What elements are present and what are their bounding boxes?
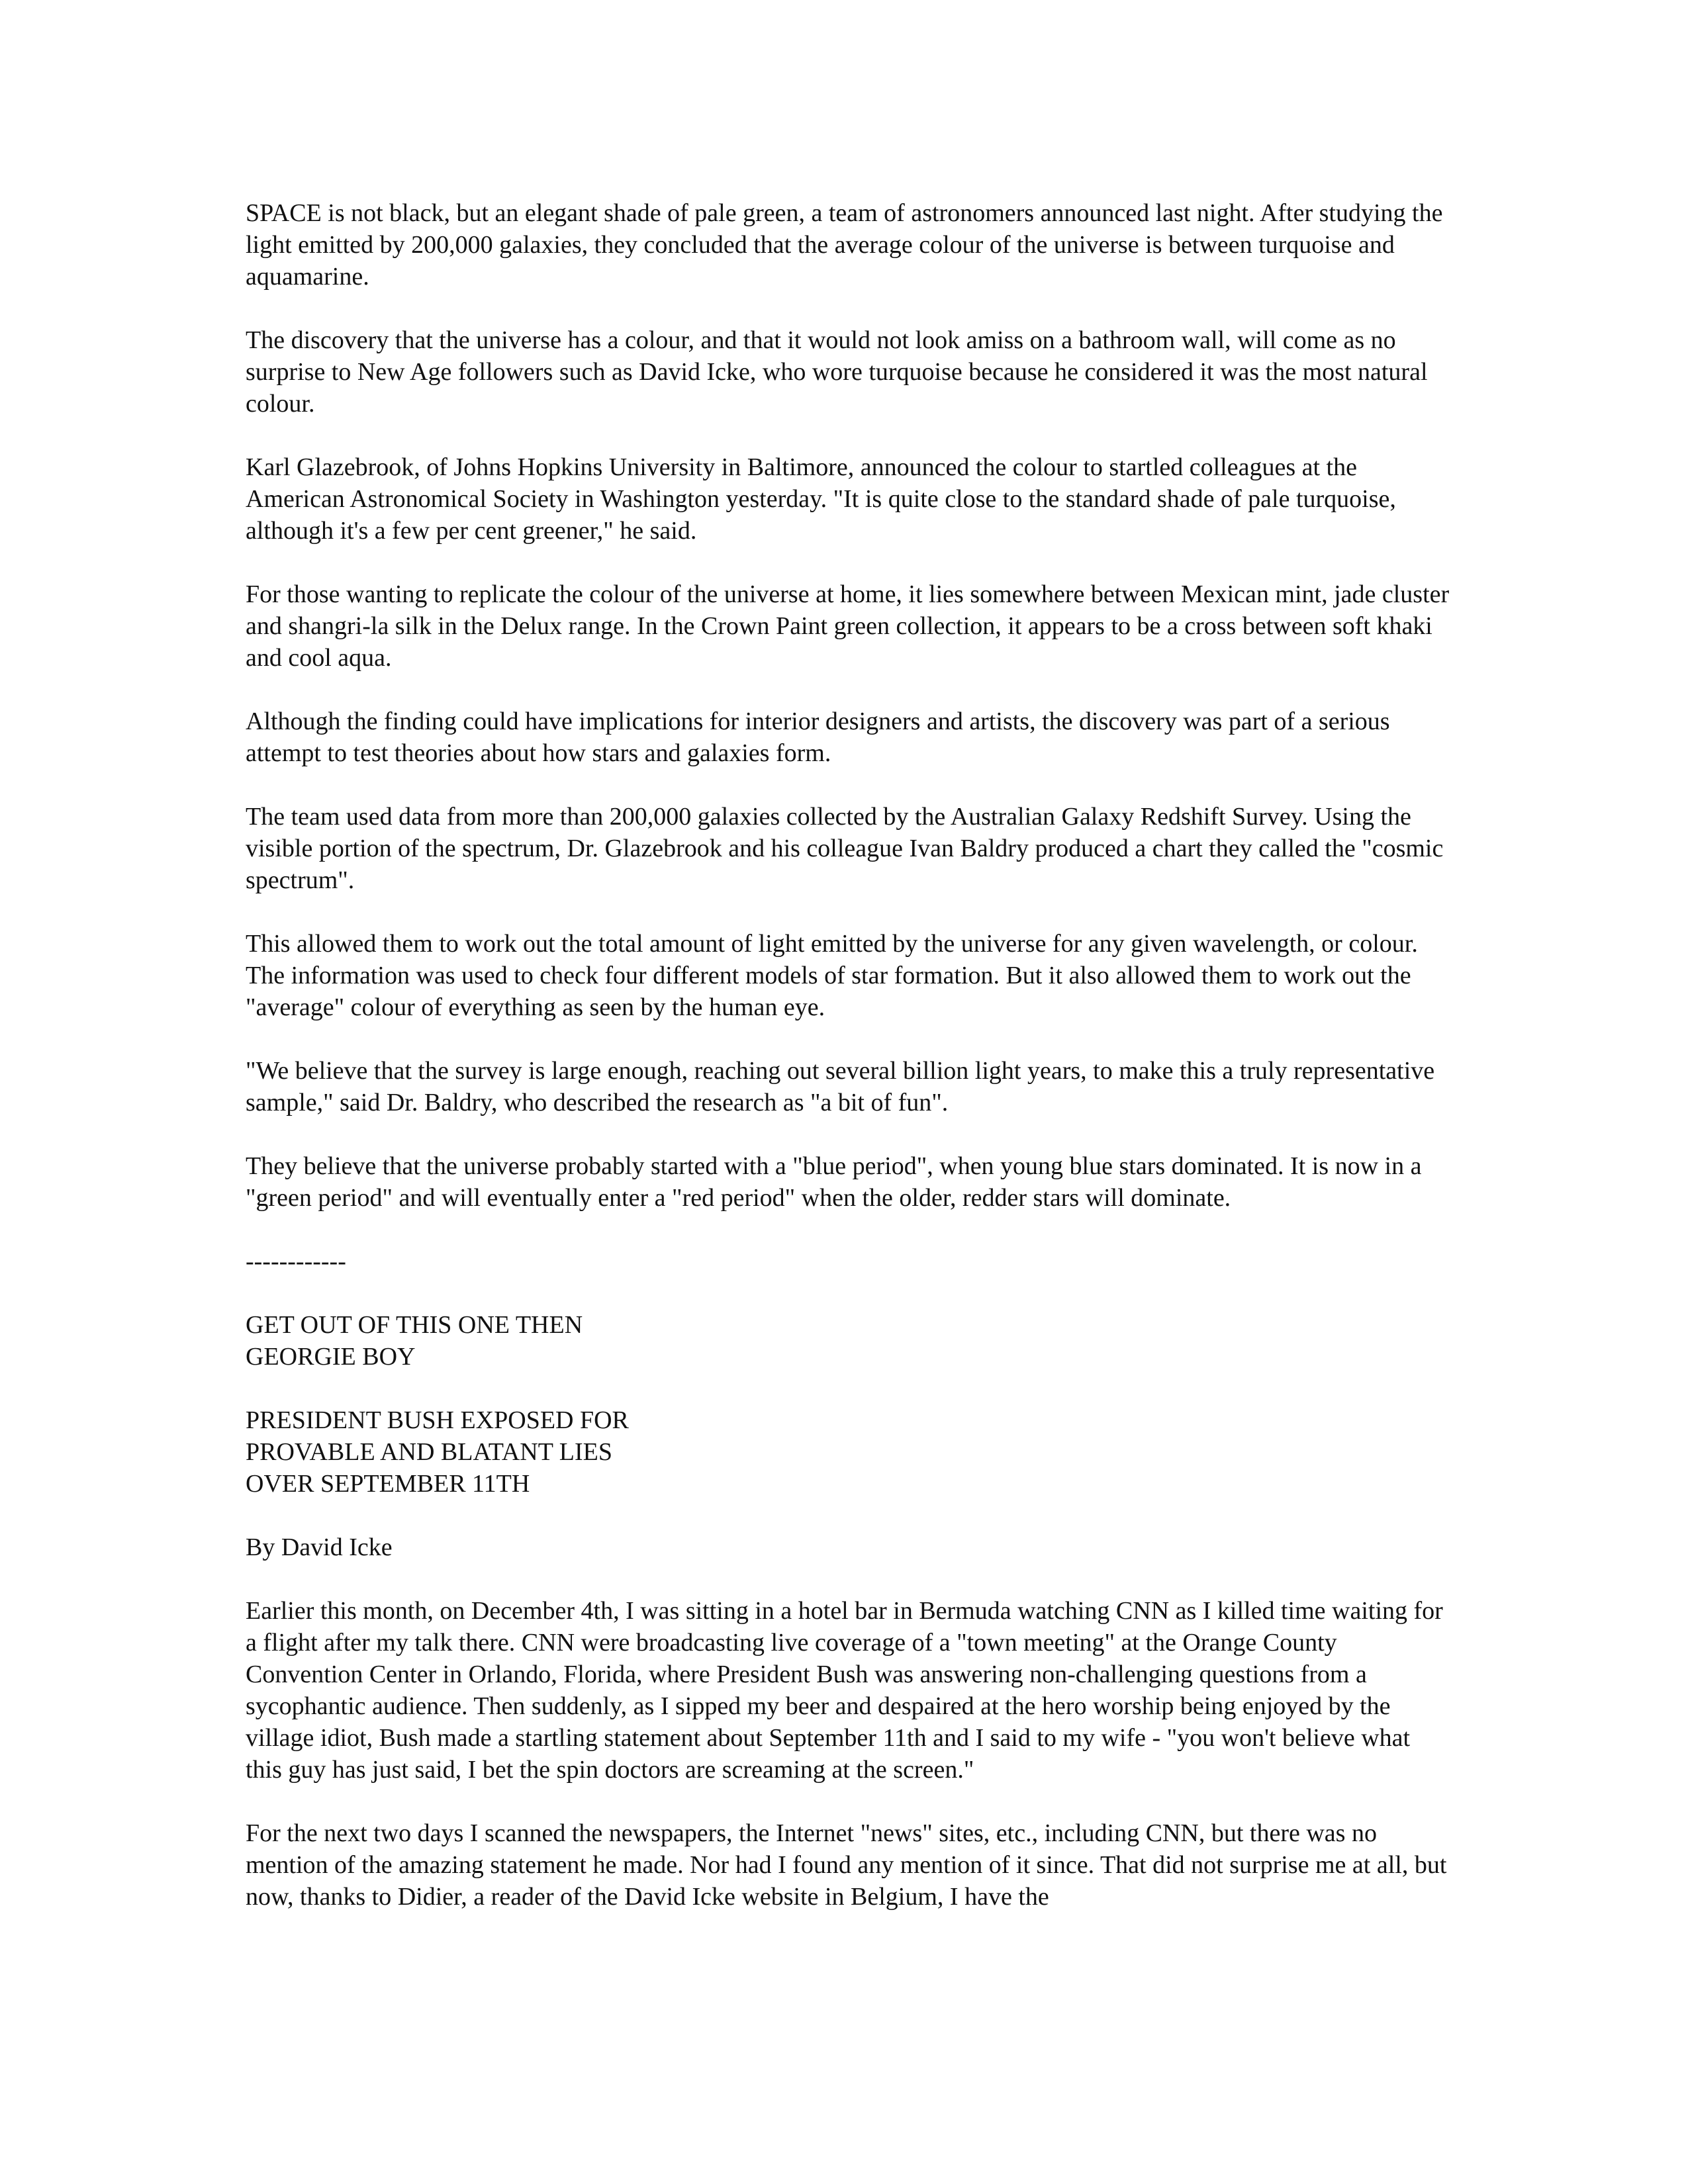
headline-primary (246, 1309, 1450, 1373)
article1-paragraph-5: Although the finding could have implications for interior designers and artists, the discovery was part of a serious attempt to test theories about how stars and galaxies form. (246, 707, 1390, 767)
article1-paragraph-1: SPACE is not black, but an elegant shade of pale green, a team of astronomers announced last night. After studying the light emitted by 200,000 galaxies, they concluded that the average colour of the universe is between turquoise and aquamarine. (246, 199, 1443, 291)
article1-paragraph-8: "We believe that the survey is large enough, reaching out several billion light years, to make this a truly representative sample," said Dr. Baldry, who described the research as "a bit of fun". (246, 1057, 1435, 1116)
headline-secondary-line: OVER SEPTEMBER 11TH (246, 1470, 530, 1498)
article1-paragraph-4: For those wanting to replicate the colour of the universe at home, it lies somewhere between Mexican mint, jade cluster and shangri-la silk in the Delux range. In the Crown Paint green collection, it appears to be a cross between soft khaki and cool aqua. (246, 580, 1450, 672)
article1-paragraph-9: They believe that the universe probably started with a "blue period", when young blue stars dominated. It is now in a "green period" and will eventually enter a "red period" when the older, redder stars will dominate. (246, 1152, 1422, 1212)
headline-secondary-line: PROVABLE AND BLATANT LIES (246, 1438, 612, 1466)
article1-paragraph-3: Karl Glazebrook, of Johns Hopkins University in Baltimore, announced the colour to startled colleagues at the American Astronomical Society in Washington yesterday. "It is quite close to the standard shade of pale turquoise, although it's a few per cent greener," he said. (246, 453, 1396, 545)
headline-primary-line: GET OUT OF THIS ONE THEN (246, 1311, 583, 1339)
section-divider: ------------ (246, 1248, 346, 1275)
article2-paragraph-1: Earlier this month, on December 4th, I was sitting in a hotel bar in Bermuda watching CNN as I killed time waiting for a flight after my talk there. CNN were broadcasting live coverage of a "town meeting" at the Orange County Convention Center in Orlando, Florida, where President Bush was answering non-challenging questions from a sycophantic audience. Then suddenly, as I sipped my beer and despaired at the hero worship being enjoyed by the village idiot, Bush made a startling statement about September 11th and I said to my wife - "you won't believe what this guy has just said, I bet the spin doctors are screaming at the screen." (246, 1597, 1443, 1784)
article1-paragraph-6: The team used data from more than 200,000 galaxies collected by the Australian Galaxy Redshift Survey. Using the visible portion of the spectrum, Dr. Glazebrook and his colleague Ivan Baldry produced a chart they called the "cosmic spectrum". (246, 803, 1444, 894)
article2-paragraph-2: For the next two days I scanned the newspapers, the Internet "news" sites, etc., including CNN, but there was no mention of the amazing statement he made. Nor had I found any mention of it since. That did not surprise me at all, but now, thanks to Didier, a reader of the David Icke website in Belgium, I have the (246, 1819, 1447, 1911)
article1-paragraph-2: The discovery that the universe has a colour, and that it would not look amiss on a bathroom wall, will come as no surprise to New Age followers such as David Icke, who wore turquoise because he considered it was the most natural colour. (246, 326, 1428, 418)
article1-paragraph-7: This allowed them to work out the total amount of light emitted by the universe for any given wavelength, or colour. The information was used to check four different models of star formation. But it also allowed them to work out the "average" colour of everything as seen by the human eye. (246, 930, 1418, 1021)
headline-secondary (246, 1404, 1450, 1500)
headline-primary-line: GEORGIE BOY (246, 1343, 416, 1371)
document-page (246, 197, 1450, 1944)
headline-secondary-line: PRESIDENT BUSH EXPOSED FOR (246, 1406, 629, 1434)
byline: By David Icke (246, 1533, 393, 1561)
